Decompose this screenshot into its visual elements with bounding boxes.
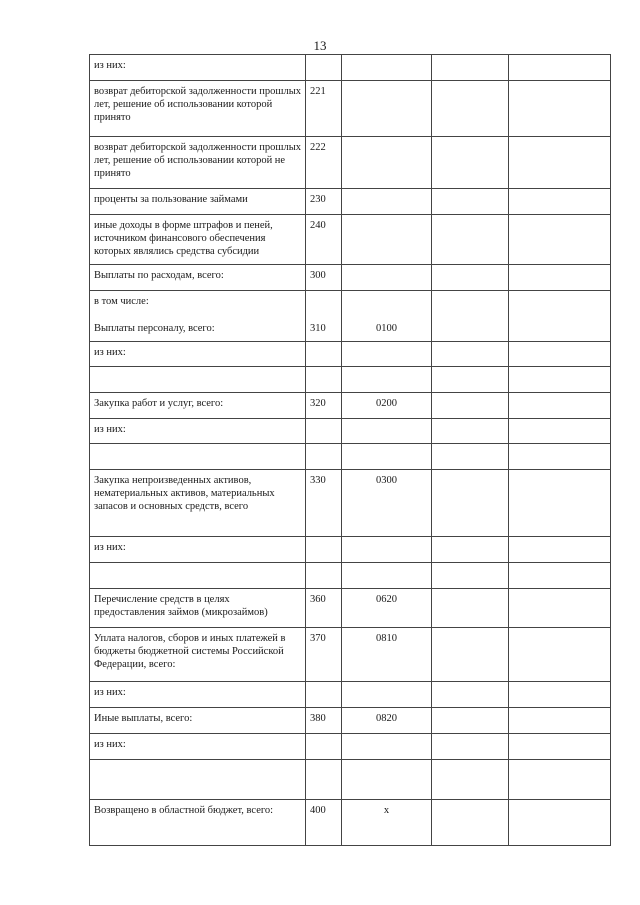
empty-cell <box>509 291 611 342</box>
empty-cell <box>432 470 509 537</box>
row-line <box>306 760 342 800</box>
table-row <box>90 589 611 628</box>
empty-cell <box>509 81 611 137</box>
row-code <box>342 215 432 265</box>
empty-cell <box>509 563 611 589</box>
row-line: 230 <box>306 189 342 215</box>
row-name: Возвращено в областной бюджет, всего: <box>90 800 306 846</box>
table-row <box>90 342 611 367</box>
row-line <box>306 444 342 470</box>
empty-cell <box>432 189 509 215</box>
row-name: Уплата налогов, сборов и иных платежей в бюджеты бюджетной системы Российской Федерации, всего: <box>90 628 306 682</box>
empty-cell <box>509 628 611 682</box>
row-line <box>306 55 342 81</box>
table-row <box>90 291 611 342</box>
empty-cell <box>509 419 611 444</box>
table-row <box>90 189 611 215</box>
row-code <box>342 563 432 589</box>
empty-cell <box>432 734 509 760</box>
row-code <box>342 189 432 215</box>
row-name <box>90 444 306 470</box>
empty-cell <box>509 393 611 419</box>
row-name <box>90 563 306 589</box>
row-name: Выплаты по расходам, всего: <box>90 265 306 291</box>
empty-cell <box>509 137 611 189</box>
empty-cell <box>432 589 509 628</box>
empty-cell <box>509 215 611 265</box>
empty-cell <box>432 419 509 444</box>
empty-cell <box>432 800 509 846</box>
row-code: 0620 <box>342 589 432 628</box>
row-name: возврат дебиторской задолженности прошлых лет, решение об использовании которой не принято <box>90 137 306 189</box>
empty-cell <box>432 682 509 708</box>
empty-cell <box>432 215 509 265</box>
table-row <box>90 537 611 563</box>
row-code: 0820 <box>342 708 432 734</box>
table-row <box>90 55 611 81</box>
empty-cell <box>432 137 509 189</box>
row-line: 222 <box>306 137 342 189</box>
row-code: 0300 <box>342 470 432 537</box>
empty-cell <box>509 470 611 537</box>
table-row <box>90 393 611 419</box>
row-code <box>342 367 432 393</box>
empty-cell <box>509 734 611 760</box>
row-code <box>342 55 432 81</box>
table-row <box>90 137 611 189</box>
table-row <box>90 563 611 589</box>
row-name-text: Выплаты персоналу, всего: <box>94 323 215 334</box>
row-line: 360 <box>306 589 342 628</box>
empty-cell <box>432 265 509 291</box>
empty-cell <box>432 760 509 800</box>
row-code <box>342 760 432 800</box>
empty-cell <box>509 682 611 708</box>
empty-cell <box>432 55 509 81</box>
table-row <box>90 215 611 265</box>
empty-cell <box>509 708 611 734</box>
table-row <box>90 628 611 682</box>
row-name: Иные выплаты, всего: <box>90 708 306 734</box>
row-line: 310 <box>306 291 342 342</box>
row-code <box>342 734 432 760</box>
page-number: 13 <box>313 38 327 53</box>
row-name <box>90 367 306 393</box>
row-name: Перечисление средств в целях предоставления займов (микрозаймов) <box>90 589 306 628</box>
row-line <box>306 734 342 760</box>
row-line <box>306 563 342 589</box>
row-code <box>342 137 432 189</box>
row-name: из них: <box>90 537 306 563</box>
row-line <box>306 367 342 393</box>
table-row <box>90 760 611 800</box>
row-name: иные доходы в форме штрафов и пеней, источником финансового обеспечения которых являлись средства субсидии <box>90 215 306 265</box>
row-name: проценты за пользование займами <box>90 189 306 215</box>
empty-cell <box>432 444 509 470</box>
row-name: Закупка непроизведенных активов, нематериальных активов, материальных запасов и основных средств, всего <box>90 470 306 537</box>
row-code: 0100 <box>342 291 432 342</box>
table-row <box>90 419 611 444</box>
empty-cell <box>509 800 611 846</box>
table-row <box>90 734 611 760</box>
empty-cell <box>432 628 509 682</box>
table-row <box>90 470 611 537</box>
row-code <box>342 537 432 563</box>
table-row <box>90 708 611 734</box>
row-prefix: в том числе: <box>94 296 149 307</box>
row-name: из них: <box>90 342 306 367</box>
row-line: 300 <box>306 265 342 291</box>
empty-cell <box>432 563 509 589</box>
table-row <box>90 367 611 393</box>
empty-cell <box>432 291 509 342</box>
row-code <box>342 444 432 470</box>
empty-cell <box>509 760 611 800</box>
row-code: 0810 <box>342 628 432 682</box>
row-line: 330 <box>306 470 342 537</box>
empty-cell <box>509 342 611 367</box>
empty-cell <box>509 537 611 563</box>
table-row <box>90 682 611 708</box>
row-line <box>306 342 342 367</box>
empty-cell <box>509 367 611 393</box>
row-name: возврат дебиторской задолженности прошлых лет, решение об использовании которой принято <box>90 81 306 137</box>
row-line <box>306 537 342 563</box>
empty-cell <box>432 393 509 419</box>
empty-cell <box>432 537 509 563</box>
row-line: 380 <box>306 708 342 734</box>
table-row <box>90 800 611 846</box>
row-code <box>342 265 432 291</box>
row-code <box>342 419 432 444</box>
row-code <box>342 342 432 367</box>
table-row <box>90 265 611 291</box>
table-row <box>90 444 611 470</box>
row-name: из них: <box>90 734 306 760</box>
row-line: 320 <box>306 393 342 419</box>
row-name: из них: <box>90 55 306 81</box>
report-table <box>89 54 611 846</box>
empty-cell <box>509 265 611 291</box>
row-line: 400 <box>306 800 342 846</box>
empty-cell <box>509 55 611 81</box>
row-name: из них: <box>90 682 306 708</box>
empty-cell <box>509 189 611 215</box>
row-code <box>342 81 432 137</box>
row-name: из них: <box>90 419 306 444</box>
row-line: 370 <box>306 628 342 682</box>
row-code <box>342 682 432 708</box>
empty-cell <box>509 589 611 628</box>
row-line: 240 <box>306 215 342 265</box>
empty-cell <box>432 367 509 393</box>
empty-cell <box>509 444 611 470</box>
empty-cell <box>432 81 509 137</box>
row-line <box>306 682 342 708</box>
row-name <box>90 760 306 800</box>
empty-cell <box>432 342 509 367</box>
row-line: 221 <box>306 81 342 137</box>
row-code: 0200 <box>342 393 432 419</box>
row-name: Закупка работ и услуг, всего: <box>90 393 306 419</box>
table-row <box>90 81 611 137</box>
row-line <box>306 419 342 444</box>
row-code: x <box>342 800 432 846</box>
empty-cell <box>432 708 509 734</box>
row-name <box>90 291 306 342</box>
